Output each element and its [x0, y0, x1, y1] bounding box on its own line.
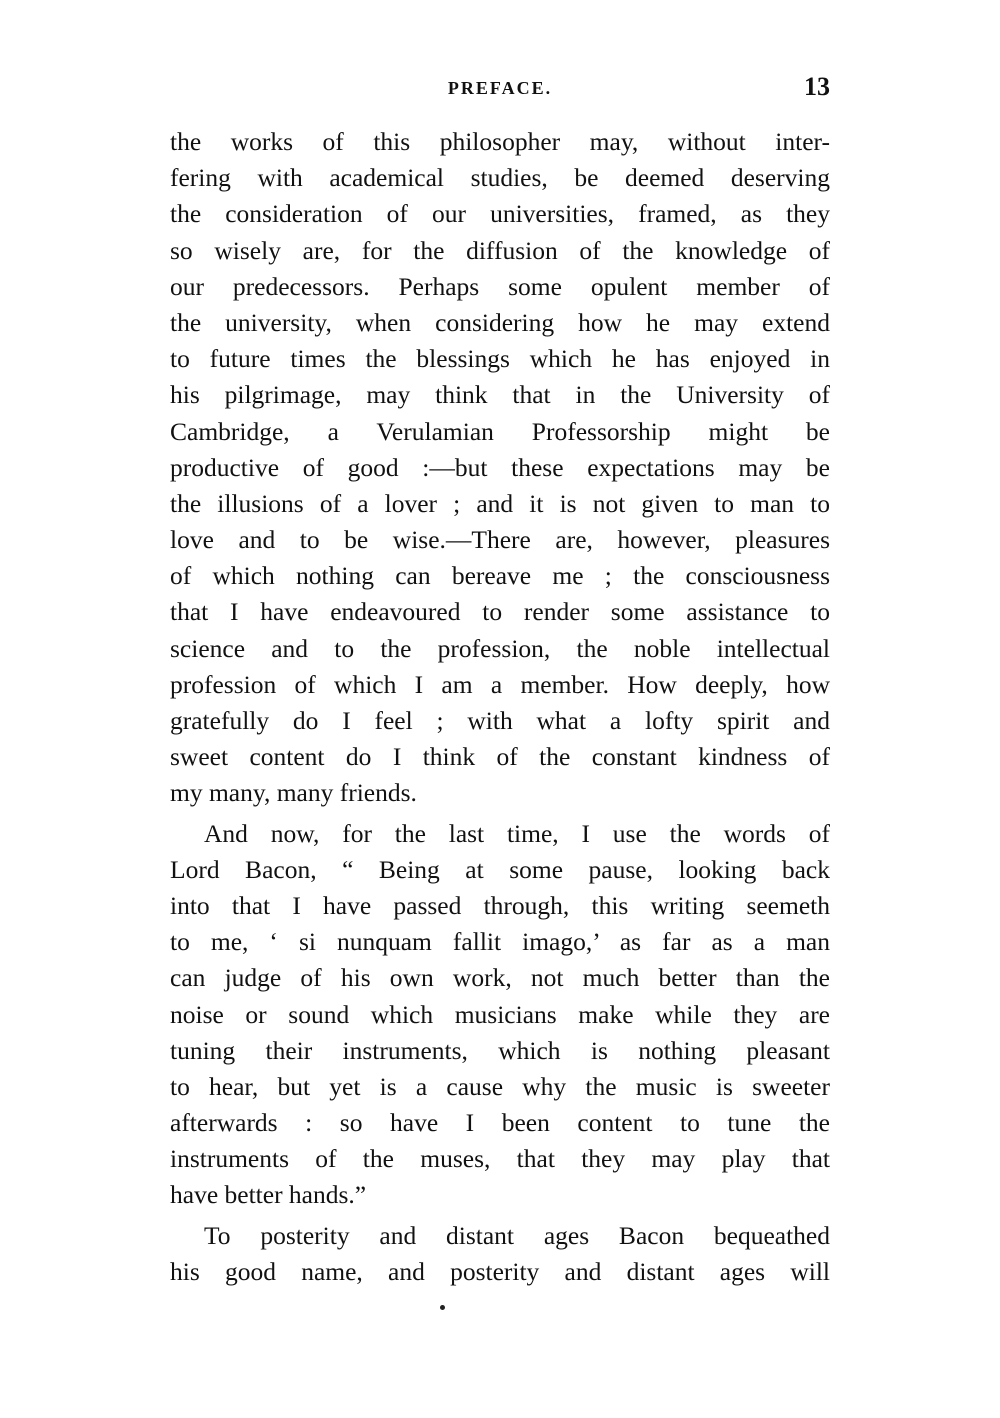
text-line: the illusions of a lover ; and it is not given to man to: [170, 488, 830, 518]
text-line: that I have endeavoured to render some assistance to: [170, 597, 830, 627]
paragraph-2: [170, 816, 830, 1214]
text-line: To posterity and distant ages Bacon bequeathed: [204, 1220, 830, 1250]
paragraph-3: [170, 1218, 830, 1290]
text-line: afterwards : so have I been content to tune the: [170, 1108, 830, 1138]
text-line: sweet content do I think of the constant kindness of: [170, 742, 830, 772]
text-line: noise or sound which musicians make while they are: [170, 999, 830, 1029]
running-title: PREFACE.: [447, 78, 553, 98]
body-text: [170, 124, 830, 1290]
text-line: productive of good :—but these expectations may be: [170, 452, 830, 482]
text-line: to future times the blessings which he has enjoyed in: [170, 344, 830, 374]
text-line: our predecessors. Perhaps some opulent member of: [170, 271, 830, 301]
paragraph-1: [170, 124, 830, 812]
text-line: into that I have passed through, this writing seemeth: [170, 890, 830, 920]
text-line: have better hands.”: [170, 1180, 367, 1210]
text-line: Lord Bacon, “ Being at some pause, looking back: [170, 854, 830, 884]
text-line: so wisely are, for the diffusion of the knowledge of: [170, 235, 830, 265]
text-line: the consideration of our universities, framed, as they: [170, 199, 830, 229]
text-line: to me, ‘ si nunquam fallit imago,’ as far as a man: [170, 927, 830, 957]
text-line: his pilgrimage, may think that in the University of: [170, 380, 830, 410]
text-line: can judge of his own work, not much better than the: [170, 963, 830, 993]
text-line: Cambridge, a Verulamian Professorship might be: [170, 416, 830, 446]
text-line: profession of which I am a member. How deeply, how: [170, 669, 830, 699]
text-line: And now, for the last time, I use the words of: [204, 818, 830, 848]
text-line: fering with academical studies, be deemed deserving: [170, 163, 830, 193]
text-line: the university, when considering how he may extend: [170, 307, 830, 337]
text-line: gratefully do I feel ; with what a lofty spirit and: [170, 706, 830, 735]
text-line: tuning their instruments, which is nothing pleasant: [170, 1035, 830, 1065]
page-number: 13: [804, 72, 830, 101]
text-line: to hear, but yet is a cause why the music is sweeter: [170, 1071, 830, 1101]
text-line: science and to the profession, the noble intellectual: [170, 633, 830, 663]
text-line: love and to be wise.—There are, however, pleasures: [170, 525, 830, 555]
text-line: his good name, and posterity and distant ages will: [170, 1256, 830, 1286]
ink-speck: [440, 1305, 445, 1310]
text-line: instruments of the muses, that they may play that: [170, 1144, 830, 1174]
text-line: the works of this philosopher may, without inter-: [170, 127, 830, 156]
text-line: of which nothing can bereave me ; the consciousness: [170, 561, 830, 591]
text-line: my many, many friends.: [170, 778, 417, 808]
running-head: [170, 72, 830, 108]
